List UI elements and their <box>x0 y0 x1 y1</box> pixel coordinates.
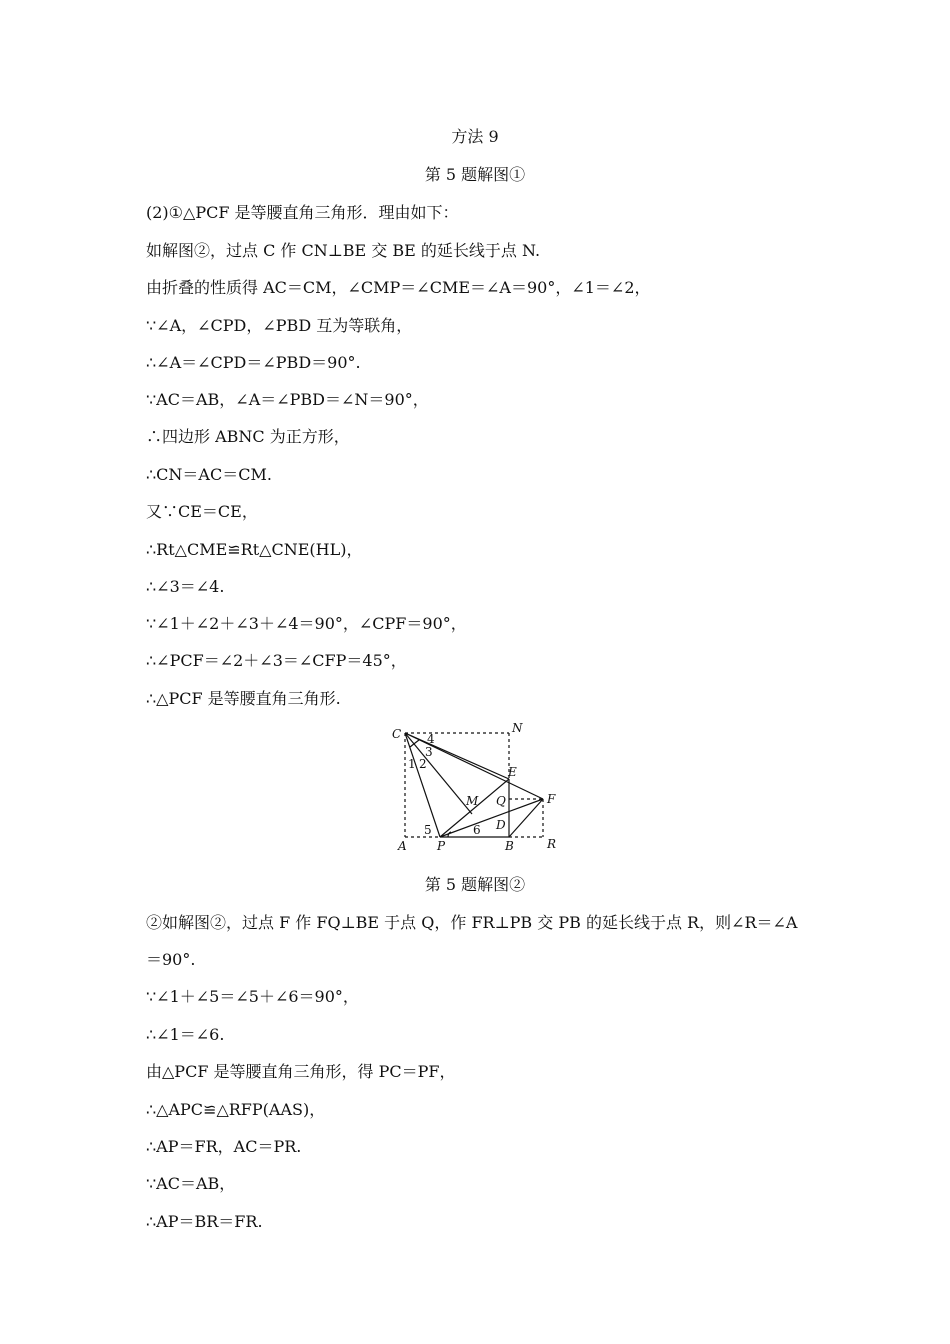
solution-line: ∴∠3＝∠4. <box>146 577 225 596</box>
solution-line: ∴△PCF 是等腰直角三角形. <box>146 689 341 708</box>
figure-caption-2: 第 5 题解图② <box>424 875 526 894</box>
angle-arc-P <box>448 832 451 837</box>
segment-CP <box>405 733 440 837</box>
label-D: D <box>496 818 506 832</box>
solution-line: ∵∠A，∠CPD，∠PBD 互为等联角， <box>146 316 413 335</box>
solution-line: ∴△APC≌△RFP(AAS)， <box>146 1100 326 1119</box>
label-A: A <box>398 839 407 853</box>
solution-line: ∵AC＝AB， <box>146 1174 236 1193</box>
label-C: C <box>392 727 402 741</box>
solution-line: ∵AC＝AB，∠A＝∠PBD＝∠N＝90°， <box>146 390 429 409</box>
label-B: B <box>505 839 514 853</box>
label-R: R <box>547 837 557 851</box>
angle-label-2: 2 <box>419 757 427 771</box>
solution-line: ∴∠1＝∠6. <box>146 1025 225 1044</box>
angle-label-4: 4 <box>427 732 435 746</box>
angle-label-5: 5 <box>424 823 432 837</box>
solution-line: 由△PCF 是等腰直角三角形，得 PC＝PF， <box>146 1062 456 1081</box>
angle-label-3: 3 <box>425 745 433 759</box>
segment-CM <box>405 733 472 814</box>
solution-line: ②如解图②，过点 F 作 FQ⊥BE 于点 Q，作 FR⊥PB 交 PB 的延长线于点 R，则∠R＝∠A <box>146 913 798 932</box>
label-Q: Q <box>496 794 506 808</box>
solution-line: ∴Rt△CME≌Rt△CNE(HL)， <box>146 540 363 559</box>
label-E: E <box>508 765 517 779</box>
solution-line: ∵∠1＋∠2＋∠3＋∠4＝90°，∠CPF＝90°， <box>146 614 467 633</box>
figure-caption-1: 第 5 题解图① <box>424 165 526 184</box>
solution-line: ＝90°. <box>146 950 196 969</box>
solution-line: ∴四边形 ABNC 为正方形， <box>146 427 350 446</box>
label-M: M <box>466 794 479 808</box>
solution-line: 由折叠的性质得 AC＝CM，∠CMP＝∠CME＝∠A＝90°，∠1＝∠2， <box>146 278 651 297</box>
label-P: P <box>437 839 446 853</box>
solution-line: 又∵CE＝CE， <box>146 502 258 521</box>
solution-line: ∴CN＝AC＝CM. <box>146 465 272 484</box>
label-N: N <box>512 721 523 735</box>
solution-line: ∵∠1＋∠5＝∠5＋∠6＝90°， <box>146 987 359 1006</box>
angle-label-6: 6 <box>473 823 481 837</box>
segment-CE <box>405 733 509 779</box>
segment-PF <box>440 799 543 837</box>
angle-label-1: 1 <box>408 757 416 771</box>
method-title: 方法 9 <box>451 127 499 146</box>
solution-line: (2)①△PCF 是等腰直角三角形．理由如下： <box>146 203 459 222</box>
solution-line: ∴∠PCF＝∠2＋∠3＝∠CFP＝45°， <box>146 651 407 670</box>
solution-line: 如解图②，过点 C 作 CN⊥BE 交 BE 的延长线于点 N. <box>146 241 541 260</box>
label-F: F <box>547 792 556 806</box>
solution-line: ∴AP＝FR，AC＝PR. <box>146 1137 302 1156</box>
geometry-figure <box>388 716 568 858</box>
solution-line: ∴AP＝BR＝FR. <box>146 1212 263 1231</box>
solution-line: ∴∠A＝∠CPD＝∠PBD＝90°. <box>146 353 361 372</box>
